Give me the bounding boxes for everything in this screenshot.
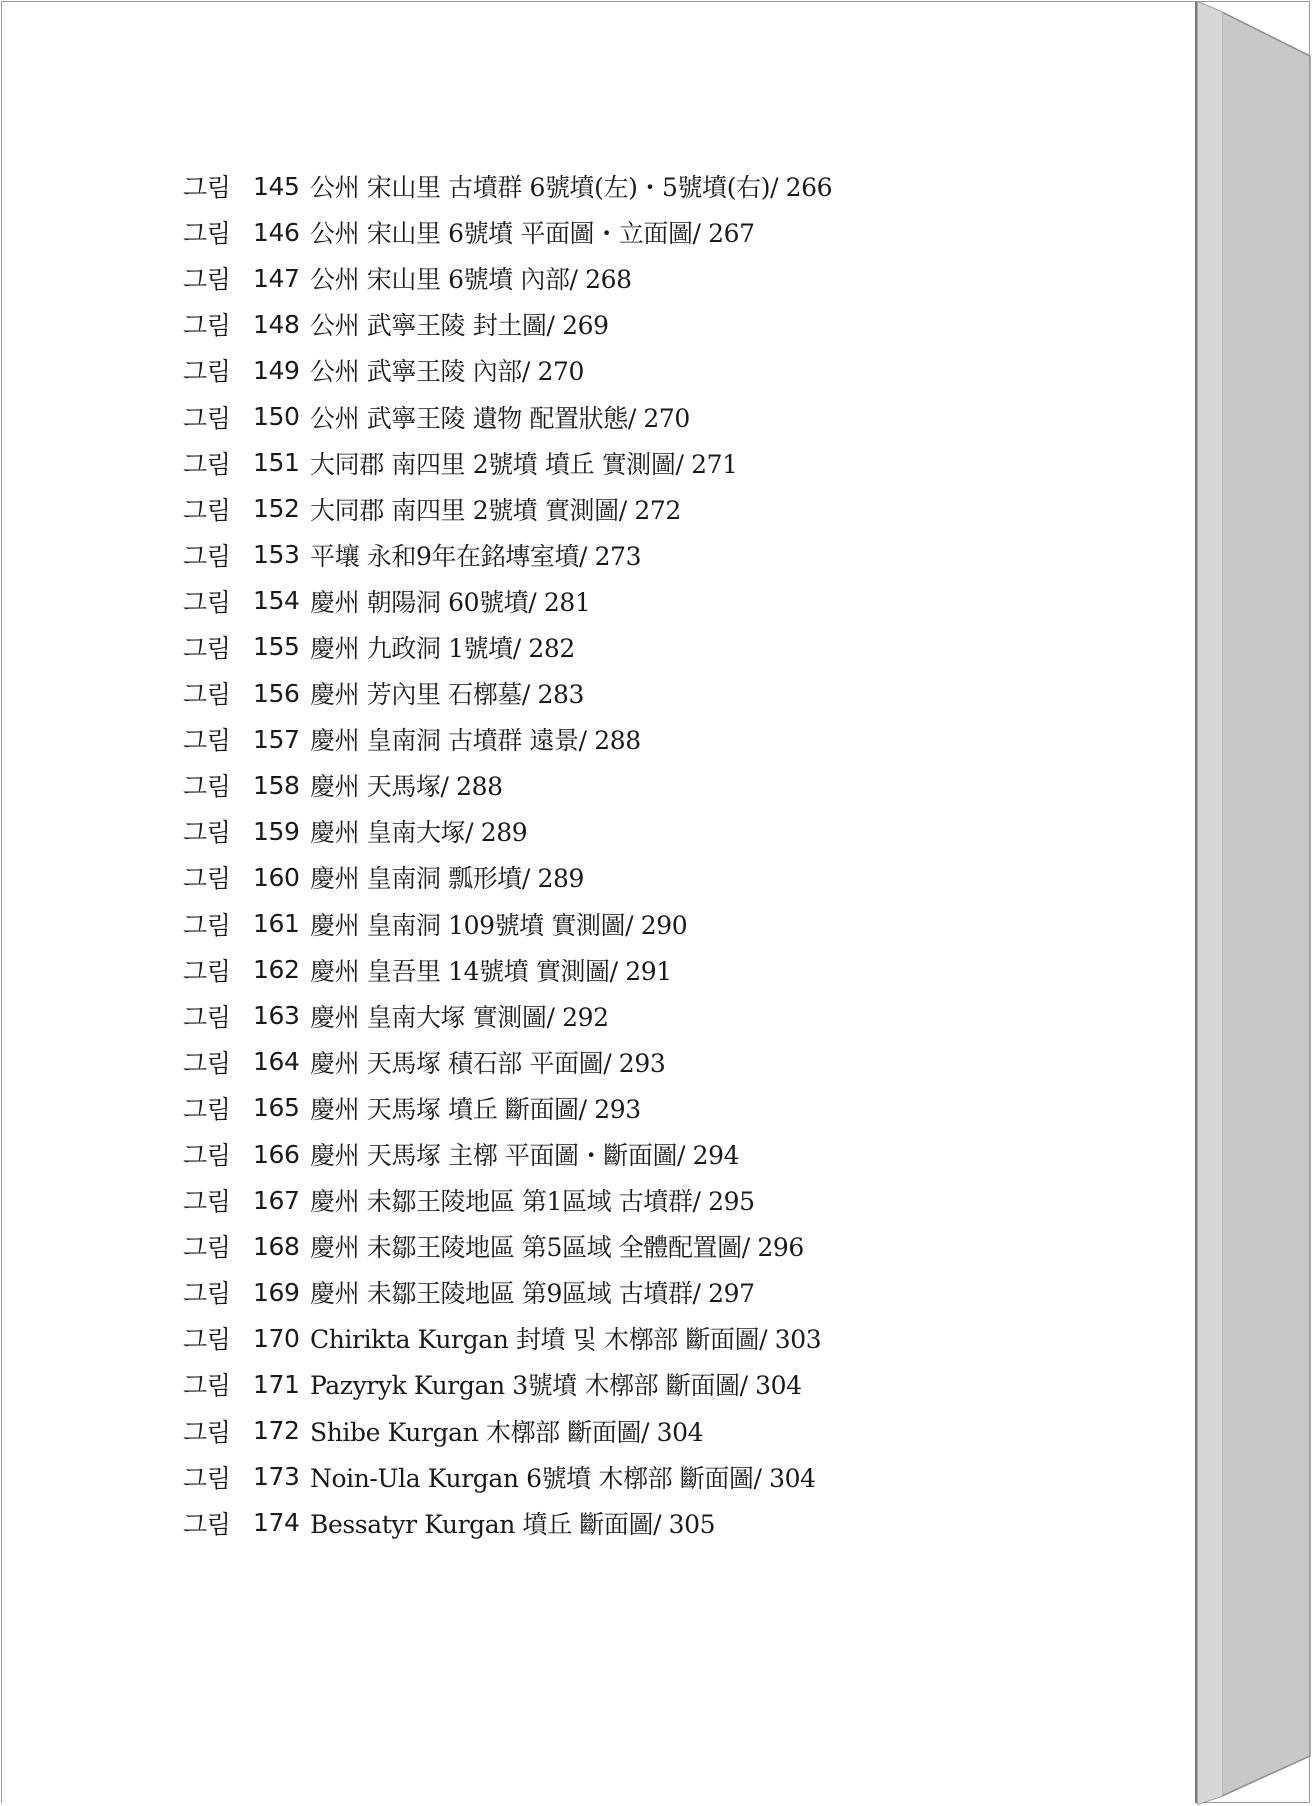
figure-list-entry — [183, 624, 832, 670]
figure-list-entry — [183, 947, 832, 993]
figure-title: 慶州 皇吾里 14號墳 實測圖/ 291 — [310, 956, 672, 986]
figure-label: 그림 — [183, 1417, 231, 1447]
figure-label: 그림 — [183, 1048, 231, 1078]
figure-title: 公州 宋山里 6號墳 內部/ 268 — [310, 265, 632, 295]
figure-list-entry — [183, 1361, 832, 1407]
figure-title: 公州 武寧王陵 遺物 配置狀態/ 270 — [310, 403, 690, 433]
figure-label: 그림 — [183, 541, 231, 571]
figure-label: 그림 — [183, 910, 231, 940]
figure-label: 그림 — [183, 1463, 231, 1493]
figure-number: 157 — [253, 724, 300, 754]
figure-list-entry — [183, 1223, 832, 1269]
figure-title: 慶州 朝陽洞 60號墳/ 281 — [310, 587, 591, 617]
figure-number: 163 — [253, 1001, 300, 1031]
figure-list-entry — [183, 808, 832, 854]
figure-number: 166 — [253, 1139, 300, 1169]
figure-label: 그림 — [183, 357, 231, 387]
figure-title: 慶州 天馬塚 積石部 平面圖/ 293 — [310, 1048, 666, 1078]
figure-label: 그림 — [183, 818, 231, 848]
figure-number: 146 — [253, 217, 300, 247]
figure-number: 155 — [253, 632, 300, 662]
figure-list-entry — [183, 163, 832, 209]
figure-title: 慶州 皇南洞 古墳群 遠景/ 288 — [310, 726, 641, 756]
figure-title: 慶州 天馬塚 墳丘 斷面圖/ 293 — [310, 1094, 641, 1124]
figure-title: Bessatyr Kurgan 墳丘 斷面圖/ 305 — [310, 1509, 716, 1539]
figure-label: 그림 — [183, 449, 231, 479]
figure-list-entry — [183, 1315, 832, 1361]
figure-number: 159 — [253, 816, 300, 846]
figure-label: 그림 — [183, 956, 231, 986]
figure-label: 그림 — [183, 1233, 231, 1263]
figure-number: 171 — [253, 1369, 300, 1399]
figure-label: 그림 — [183, 1002, 231, 1032]
figure-list-entry — [183, 440, 832, 486]
figure-title: 慶州 未鄒王陵地區 第5區域 全體配置圖/ 296 — [310, 1233, 804, 1263]
figure-label: 그림 — [183, 1279, 231, 1309]
figure-list-entry — [183, 578, 832, 624]
figure-title: 公州 武寧王陵 內部/ 270 — [310, 357, 584, 387]
figure-title: 大同郡 南四里 2號墳 實測圖/ 272 — [310, 495, 681, 525]
figure-title: Pazyryk Kurgan 3號墳 木槨部 斷面圖/ 304 — [310, 1371, 802, 1401]
figure-list-entry — [183, 255, 832, 301]
figure-title: 大同郡 南四里 2號墳 墳丘 實測圖/ 271 — [310, 449, 738, 479]
figure-number: 167 — [253, 1185, 300, 1215]
figure-label: 그림 — [183, 633, 231, 663]
figure-number: 170 — [253, 1323, 300, 1353]
figure-label: 그림 — [183, 1509, 231, 1539]
figure-number: 158 — [253, 770, 300, 800]
figure-number: 151 — [253, 448, 300, 478]
figure-label: 그림 — [183, 219, 231, 249]
figure-list-entry — [183, 1085, 832, 1131]
figure-title: 平壤 永和9年在銘塼室墳/ 273 — [310, 541, 642, 571]
figure-number: 168 — [253, 1231, 300, 1261]
figure-label: 그림 — [183, 1187, 231, 1217]
figure-title: 慶州 皇南大塚/ 289 — [310, 818, 528, 848]
figure-number: 156 — [253, 678, 300, 708]
figure-list-entry — [183, 209, 832, 255]
figure-list-entry — [183, 532, 832, 578]
figure-list-entry — [183, 901, 832, 947]
figure-number: 147 — [253, 263, 300, 293]
figure-list-entry — [183, 1269, 832, 1315]
figure-list-entry — [183, 854, 832, 900]
figure-label: 그림 — [183, 587, 231, 617]
figure-title: Chirikta Kurgan 封墳 및 木槨部 斷面圖/ 303 — [310, 1325, 822, 1355]
figure-list-entry — [183, 1500, 832, 1546]
figure-number: 150 — [253, 402, 300, 432]
figure-number: 153 — [253, 540, 300, 570]
figure-label: 그림 — [183, 403, 231, 433]
figure-number: 165 — [253, 1093, 300, 1123]
figure-label: 그림 — [183, 1371, 231, 1401]
figure-title: 慶州 皇南洞 瓢形墳/ 289 — [310, 864, 584, 894]
figure-label: 그림 — [183, 726, 231, 756]
figure-number: 152 — [253, 494, 300, 524]
figure-title: 慶州 皇南大塚 實測圖/ 292 — [310, 1002, 609, 1032]
figure-list-entry — [183, 1177, 832, 1223]
figure-list-entry — [183, 993, 832, 1039]
figure-title: 公州 武寧王陵 封土圖/ 269 — [310, 311, 609, 341]
figure-number: 145 — [253, 171, 300, 201]
figure-number: 169 — [253, 1277, 300, 1307]
figure-title: 慶州 九政洞 1號墳/ 282 — [310, 633, 575, 663]
figure-title: 慶州 未鄒王陵地區 第1區域 古墳群/ 295 — [310, 1187, 755, 1217]
figure-label: 그림 — [183, 173, 231, 203]
figure-label: 그림 — [183, 265, 231, 295]
figure-label: 그림 — [183, 864, 231, 894]
figure-list-entry — [183, 670, 832, 716]
figure-title: Noin-Ula Kurgan 6號墳 木槨部 斷面圖/ 304 — [310, 1463, 816, 1493]
figure-number: 160 — [253, 862, 300, 892]
figure-list — [183, 163, 832, 1546]
figure-title: 慶州 芳內里 石槨墓/ 283 — [310, 680, 584, 710]
figure-title: 慶州 未鄒王陵地區 第9區域 古墳群/ 297 — [310, 1279, 755, 1309]
figure-title: Shibe Kurgan 木槨部 斷面圖/ 304 — [310, 1417, 704, 1447]
figure-number: 149 — [253, 355, 300, 385]
figure-number: 161 — [253, 909, 300, 939]
figure-label: 그림 — [183, 1094, 231, 1124]
figure-number: 162 — [253, 955, 300, 985]
figure-label: 그림 — [183, 311, 231, 341]
figure-list-entry — [183, 1408, 832, 1454]
figure-list-entry — [183, 1454, 832, 1500]
figure-number: 172 — [253, 1416, 300, 1446]
figure-label: 그림 — [183, 1141, 231, 1171]
figure-list-entry — [183, 762, 832, 808]
figure-number: 148 — [253, 309, 300, 339]
figure-list-entry — [183, 301, 832, 347]
figure-list-entry — [183, 1131, 832, 1177]
figure-list-entry — [183, 1039, 832, 1085]
figure-number: 173 — [253, 1462, 300, 1492]
figure-title: 慶州 天馬塚/ 288 — [310, 772, 503, 802]
figure-title: 公州 宋山里 6號墳 平面圖・立面圖/ 267 — [310, 219, 755, 249]
figure-label: 그림 — [183, 680, 231, 710]
figure-list-entry — [183, 393, 832, 439]
figure-number: 154 — [253, 586, 300, 616]
figure-label: 그림 — [183, 1325, 231, 1355]
figure-number: 174 — [253, 1508, 300, 1538]
figure-title: 公州 宋山里 古墳群 6號墳(左)・5號墳(右)/ 266 — [310, 173, 833, 203]
figure-list-entry — [183, 347, 832, 393]
figure-list-entry — [183, 716, 832, 762]
figure-label: 그림 — [183, 772, 231, 802]
figure-number: 164 — [253, 1047, 300, 1077]
figure-list-entry — [183, 486, 832, 532]
figure-label: 그림 — [183, 495, 231, 525]
figure-title: 慶州 天馬塚 主槨 平面圖・斷面圖/ 294 — [310, 1141, 740, 1171]
figure-title: 慶州 皇南洞 109號墳 實測圖/ 290 — [310, 910, 688, 940]
